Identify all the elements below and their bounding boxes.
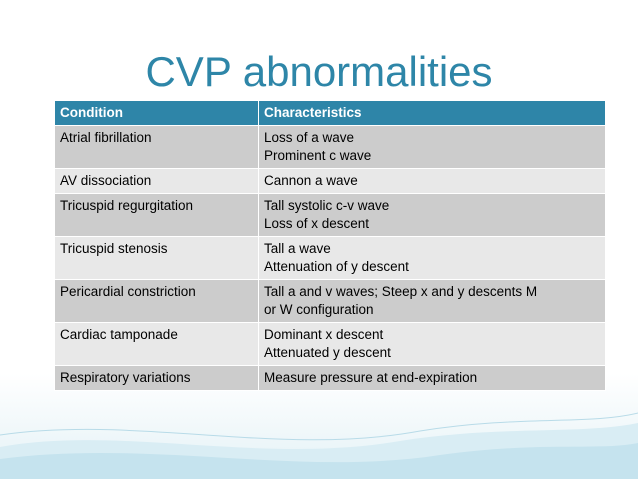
condition-cell: Tricuspid stenosis bbox=[55, 237, 259, 280]
characteristics-cell: Tall a and v waves; Steep x and y descents M or W configuration bbox=[259, 280, 606, 323]
table-row bbox=[55, 194, 606, 237]
slide-title: CVP abnormalities bbox=[145, 48, 493, 95]
table-row bbox=[55, 280, 606, 323]
condition-cell: Atrial fibrillation bbox=[55, 126, 259, 169]
table-row bbox=[55, 237, 606, 280]
table-row bbox=[55, 366, 606, 391]
characteristics-cell: Tall a wave Attenuation of y descent bbox=[259, 237, 606, 280]
condition-cell: Respiratory variations bbox=[55, 366, 259, 391]
table-header-row bbox=[55, 101, 606, 126]
characteristics-cell: Tall systolic c-v wave Loss of x descent bbox=[259, 194, 606, 237]
condition-cell: AV dissociation bbox=[55, 169, 259, 194]
characteristics-cell: Cannon a wave bbox=[259, 169, 606, 194]
wave-decoration bbox=[0, 395, 638, 479]
characteristics-cell: Loss of a wave Prominent c wave bbox=[259, 126, 606, 169]
header-condition: Condition bbox=[55, 101, 259, 126]
condition-cell: Tricuspid regurgitation bbox=[55, 194, 259, 237]
table-row bbox=[55, 323, 606, 366]
characteristics-cell: Dominant x descent Attenuated y descent bbox=[259, 323, 606, 366]
condition-cell: Cardiac tamponade bbox=[55, 323, 259, 366]
condition-cell: Pericardial constriction bbox=[55, 280, 259, 323]
table-row bbox=[55, 169, 606, 194]
characteristics-cell: Measure pressure at end-expiration bbox=[259, 366, 606, 391]
table-row bbox=[55, 126, 606, 169]
header-characteristics: Characteristics bbox=[259, 101, 606, 126]
cvp-table bbox=[54, 100, 606, 391]
